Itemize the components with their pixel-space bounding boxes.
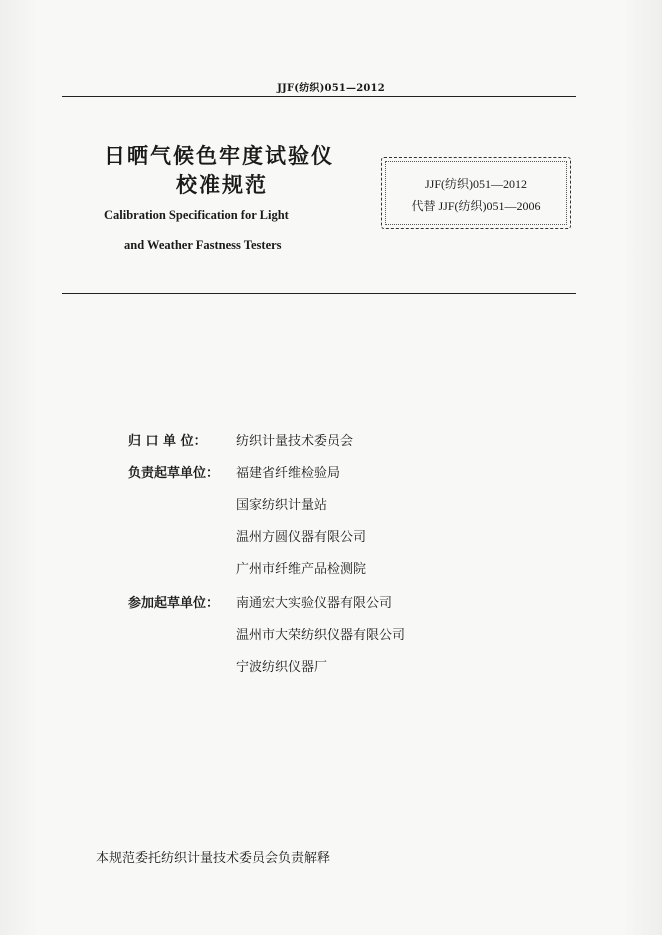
replaced-code: 代替 JJF(纺织)051—2006 — [411, 199, 541, 213]
document-subtitle-zh: 校准规范 — [176, 173, 268, 197]
drafting-unit-row — [236, 558, 366, 577]
responsible-unit-value: 纺织计量技术委员会 — [236, 434, 354, 449]
standard-code-box — [381, 157, 571, 229]
drafting-unit-row — [236, 526, 366, 545]
drafting-unit-row — [236, 494, 327, 513]
responsible-unit-label: 归 口 单 位： — [128, 434, 207, 449]
participating-unit-value: 温州市大荣纺织仪器有限公司 — [236, 628, 406, 643]
responsible-unit-row — [128, 430, 353, 449]
drafting-unit-value: 广州市纤维产品检测院 — [236, 562, 367, 577]
drafting-unit-value: 温州方圆仪器有限公司 — [236, 530, 367, 545]
participating-unit-row — [236, 656, 327, 675]
header-standard-code: JJF(纺织)051—2012 — [277, 83, 385, 94]
interpretation-note: 本规范委托纺织计量技术委员会负责解释 — [96, 851, 331, 866]
participating-unit-row — [236, 624, 405, 643]
header-divider — [62, 96, 576, 97]
current-code: JJF(纺织)051—2012 — [424, 177, 527, 191]
drafting-unit-value: 福建省纤维检验局 — [236, 466, 341, 481]
participating-unit-value: 南通宏大实验仪器有限公司 — [236, 596, 393, 611]
document-title-en-line1: Calibration Specification for Light — [104, 208, 289, 222]
drafting-unit-value: 国家纺织计量站 — [236, 498, 328, 513]
drafting-unit-row — [128, 462, 340, 481]
participating-unit-value: 宁波纺织仪器厂 — [236, 660, 328, 675]
participating-unit-row — [128, 592, 392, 611]
participating-unit-label: 参加起草单位： — [128, 596, 220, 611]
title-divider — [62, 293, 576, 294]
document-title-zh: 日晒气候色牢度试验仪 — [104, 144, 334, 168]
document-title-en-line2: and Weather Fastness Testers — [124, 238, 282, 252]
drafting-unit-label: 负责起草单位： — [128, 466, 220, 481]
